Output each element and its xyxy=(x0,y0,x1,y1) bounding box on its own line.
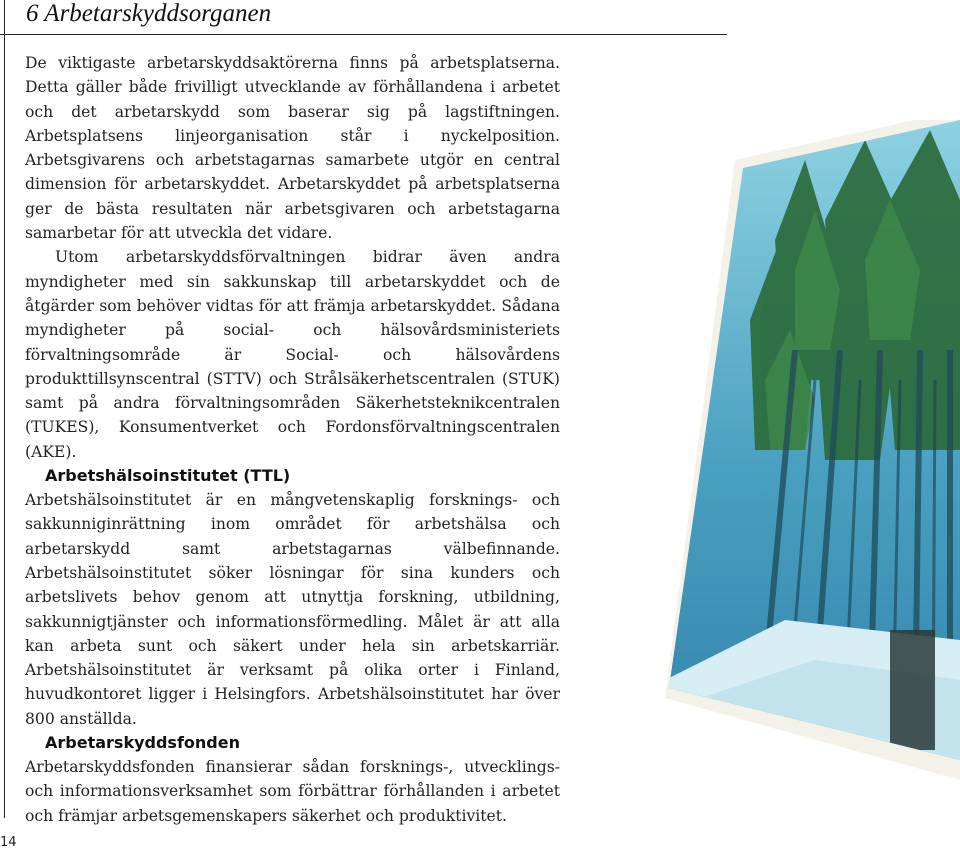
page-number: 14 xyxy=(0,835,17,850)
intro-paragraph-2: Utom arbetarskyddsförvaltningen bidrar även andra myndigheter med sin sakkunskap till arbetarskyddet och de åtgärder som behöver vidtas för att främja arbetarskyddet. Sådana myndigheter på social- och hälsovårdsministeriets förvaltningsområde är Social- och hälsovårdens produkttillsynscentral (STTV) och Strålsäkerhetscentralen (STUK) samt på andra förvaltningsområden Säkerhetsteknikcentralen (TUKES), Konsumentverket och Fordonsförvaltningscentralen (AKE). xyxy=(25,248,560,461)
chapter-title: 6 Arbetarskyddsorganen xyxy=(26,0,272,27)
section-body-fund: Arbetarskyddsfonden finansierar sådan forsknings-, utvecklings- och informationsverksamhet som förbättrar förhållanden i arbetet och främjar arbetsgemenskapers säkerhet och produktivitet. xyxy=(25,758,560,825)
margin-rule xyxy=(4,0,5,818)
section-heading-ttl: Arbetshälsoinstitutet (TTL) xyxy=(45,466,291,486)
forest-photo xyxy=(665,120,960,810)
title-rule xyxy=(0,34,727,35)
main-text xyxy=(25,51,560,828)
section-body-ttl: Arbetshälsoinstitutet är en mångvetenskaplig forsknings- och sakkunniginrättning inom området för arbetshälsa och arbetarskydd samt arbetstagarnas välbefinnande. Arbetshälsoinstitutet söker lösningar för sina kunders och arbetslivets behov genom att utnyttja forskning, utbildning, sakkunnigtjänster och informationsförmedling. Målet är att alla kan arbeta sunt och säkert under hela sin arbetskarriär. Arbetshälsoinstitutet är verksamt på olika orter i Finland, huvudkontoret ligger i Helsingfors. Arbetshälsoinstitutet har över 800 anställda. xyxy=(25,491,560,728)
intro-paragraph-1: De viktigaste arbetarskyddsaktörerna finns på arbetsplatserna. Detta gäller både frivilligt utvecklande av förhållandena i arbetet och det arbetarskydd som baserar sig på lagstiftningen. Arbetsplatsens linjeorganisation står i nyckelposition. Arbetsgivarens och arbetstagarnas samarbete utgör en central dimension för arbetarskyddet. Arbetarskyddet på arbetsplatserna ger de bästa resultaten när arbetsgivaren och arbetstagarna samarbetar för att utveckla det vidare. xyxy=(25,54,560,243)
section-heading-fund: Arbetarskyddsfonden xyxy=(45,733,240,753)
